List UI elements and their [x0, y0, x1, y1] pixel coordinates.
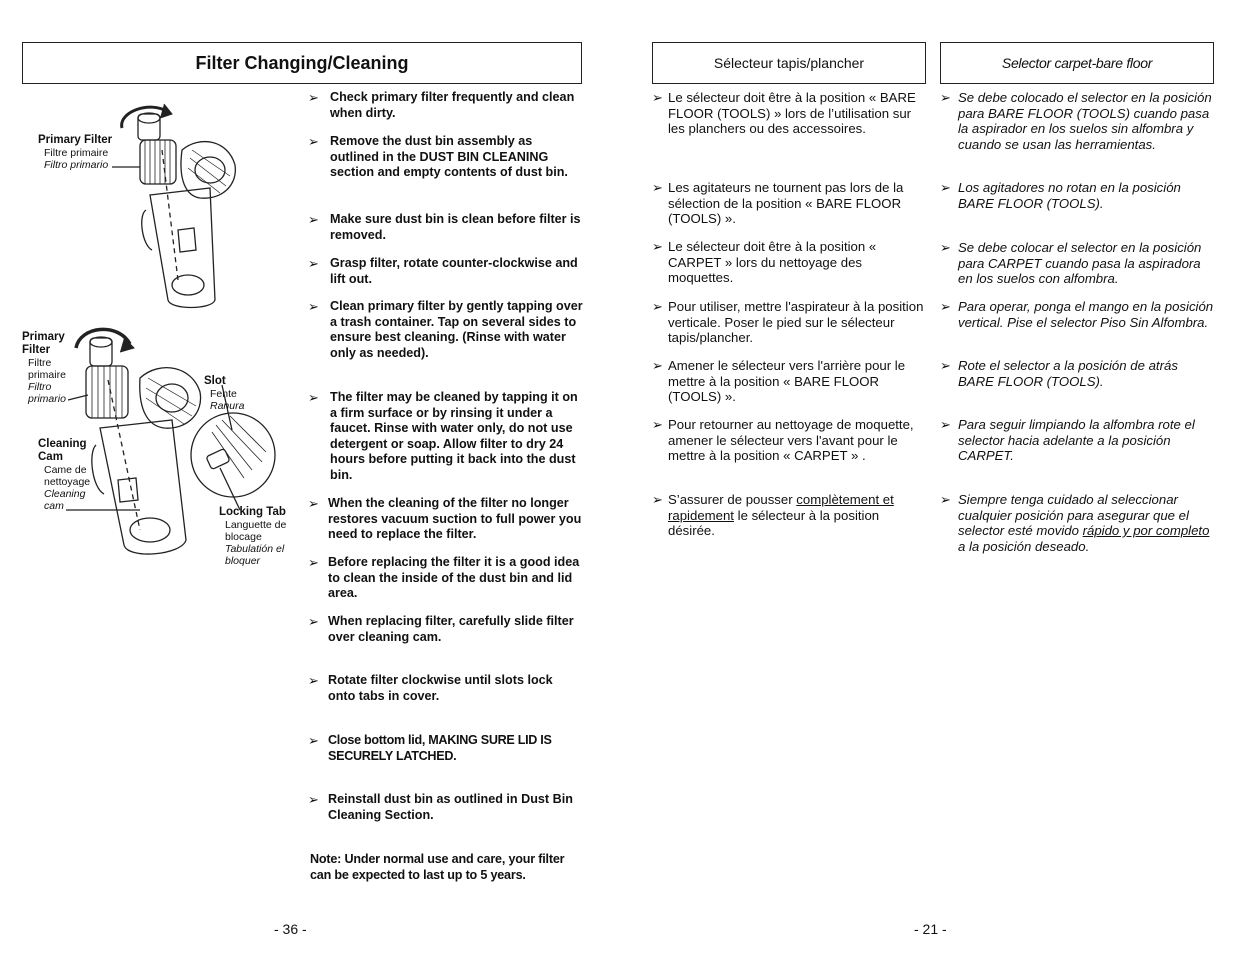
step-item: ➢ Rotate filter clockwise until slots lock onto tabs in cover.: [308, 673, 553, 703]
step-item: ➢ The filter may be cleaned by tapping it on a firm surface or by rinsing it under a faucet. Rinse with water only, do not use detergent or soap. Allow filter to dry 24 hours before putting it back into the dust bin.: [308, 390, 578, 482]
arrow-bullet-icon: ➢: [652, 417, 663, 432]
arrow-bullet-icon: ➢: [308, 792, 319, 807]
es-item: ➢ Siempre tenga cuidado al seleccionar cualquier posición para asegurar que el selector esté movido rápido y por completo a la posición deseado.: [940, 492, 1210, 554]
arrow-bullet-icon: ➢: [308, 496, 319, 511]
fr-item: ➢ Le sélecteur doit être à la position « BARE FLOOR (TOOLS) » lors de l’utilisation sur les planchers ou des accessoires.: [652, 90, 916, 136]
arrow-bullet-icon: ➢: [308, 212, 319, 227]
label-primary-filter-top: Primary Filter Filtre primaire Filtro primario: [38, 134, 113, 171]
arrow-bullet-icon: ➢: [308, 256, 319, 271]
arrow-bullet-icon: ➢: [308, 299, 319, 314]
step-item: ➢ Clean primary filter by gently tapping over a trash container. Tap on several sides to ensure best cleaning. (Rinse with water only as needed).: [308, 299, 583, 360]
arrow-bullet-icon: ➢: [652, 492, 663, 507]
step-item: ➢ Remove the dust bin assembly as outlined in the DUST BIN CLEANING section and empty contents of dust bin.: [308, 134, 568, 179]
arrow-bullet-icon: ➢: [308, 390, 319, 405]
arrow-bullet-icon: ➢: [652, 239, 663, 254]
section-title-selector: Selector carpet-bare floor: [940, 42, 1214, 84]
arrow-bullet-icon: ➢: [940, 492, 951, 507]
label-cleaning-cam: Cleaning Cam Came de nettoyage Cleaning cam: [38, 438, 91, 512]
step-item: ➢ Close bottom lid, MAKING SURE LID IS SECURELY LATCHED.: [308, 733, 552, 763]
fr-item: ➢ Les agitateurs ne tournent pas lors de la sélection de la position « BARE FLOOR (TOOLS) ».: [652, 180, 904, 226]
arrow-bullet-icon: ➢: [940, 299, 951, 314]
arrow-bullet-icon: ➢: [308, 134, 319, 149]
es-item: ➢ Se debe colocar el selector en la posición para CARPET cuando pasa la aspiradora en los suelos con alfombra.: [940, 240, 1202, 286]
step-item: ➢ Make sure dust bin is clean before filter is removed.: [308, 212, 581, 242]
es-item: ➢ Se debe colocado el selector en la posición para BARE FLOOR (TOOLS) cuando pasa la aspirador en los suelos sin alfombra y cuando se usan las herramientas.: [940, 90, 1212, 152]
fr-item: ➢ S’assurer de pousser complètement et rapidement le sélecteur à la position désirée.: [652, 492, 894, 538]
step-item: ➢ Before replacing the filter it is a good idea to clean the inside of the dust bin and lid area.: [308, 555, 580, 600]
page-number-left: - 36 -: [274, 921, 307, 937]
section-title-selecteur: Sélecteur tapis/plancher: [652, 42, 926, 84]
arrow-bullet-icon: ➢: [940, 417, 951, 432]
step-item: ➢ Grasp filter, rotate counter-clockwise and lift out.: [308, 256, 578, 286]
es-item: ➢ Los agitadores no rotan en la posición BARE FLOOR (TOOLS).: [940, 180, 1181, 211]
arrow-bullet-icon: ➢: [308, 90, 319, 105]
step-item: ➢ Check primary filter frequently and clean when dirty.: [308, 90, 575, 120]
arrow-bullet-icon: ➢: [308, 733, 319, 748]
label-primary-filter-bottom: Primary Filter Filtre primaire Filtro primario: [22, 331, 66, 405]
es-item: ➢ Para seguir limpiando la alfombra rote el selector hacia adelante a la posición CARPET.: [940, 417, 1195, 463]
arrow-bullet-icon: ➢: [652, 90, 663, 105]
label-slot: Slot Fente Ranura: [204, 375, 245, 412]
arrow-bullet-icon: ➢: [652, 299, 663, 314]
arrow-bullet-icon: ➢: [308, 555, 319, 570]
arrow-bullet-icon: ➢: [940, 240, 951, 255]
arrow-bullet-icon: ➢: [308, 673, 319, 688]
step-item: ➢ Reinstall dust bin as outlined in Dust Bin Cleaning Section.: [308, 792, 573, 822]
filter-life-note: Note: Under normal use and care, your filter can be expected to last up to 5 years.: [310, 852, 565, 882]
section-title-filter-changing: Filter Changing/Cleaning: [22, 42, 582, 84]
arrow-bullet-icon: ➢: [652, 180, 663, 195]
fr-item: ➢ Pour utiliser, mettre l'aspirateur à la position verticale. Poser le pied sur le sélecteur tapis/plancher.: [652, 299, 924, 345]
arrow-bullet-icon: ➢: [940, 90, 951, 105]
label-locking-tab: Locking Tab Languette de blocage Tabulatión el bloquer: [219, 506, 287, 567]
es-item: ➢ Rote el selector a la posición de atrás BARE FLOOR (TOOLS).: [940, 358, 1178, 389]
rotation-arrow-icon-2: [76, 329, 130, 348]
fr-item: ➢ Pour retourner au nettoyage de moquette, amener le sélecteur vers l'avant pour le mettre à la position « CARPET » .: [652, 417, 914, 463]
arrow-bullet-icon: ➢: [308, 614, 319, 629]
arrow-bullet-icon: ➢: [652, 358, 663, 373]
fr-item: ➢ Le sélecteur doit être à la position « CARPET » lors du nettoyage des moquettes.: [652, 239, 877, 285]
leader-locking-tab: [220, 468, 240, 510]
arrow-bullet-icon: ➢: [940, 358, 951, 373]
step-item: ➢ When replacing filter, carefully slide filter over cleaning cam.: [308, 614, 574, 644]
arrow-bullet-icon: ➢: [940, 180, 951, 195]
es-item: ➢ Para operar, ponga el mango en la posición vertical. Pise el selector Piso Sin Alfombra.: [940, 299, 1214, 330]
fr-item: ➢ Amener le sélecteur vers l'arrière pour le mettre à la position « BARE FLOOR (TOOLS) ».: [652, 358, 906, 404]
step-item: ➢ When the cleaning of the filter no longer restores vacuum suction to full power you need to replace the filter.: [308, 496, 582, 541]
page-number-right: - 21 -: [914, 921, 947, 937]
